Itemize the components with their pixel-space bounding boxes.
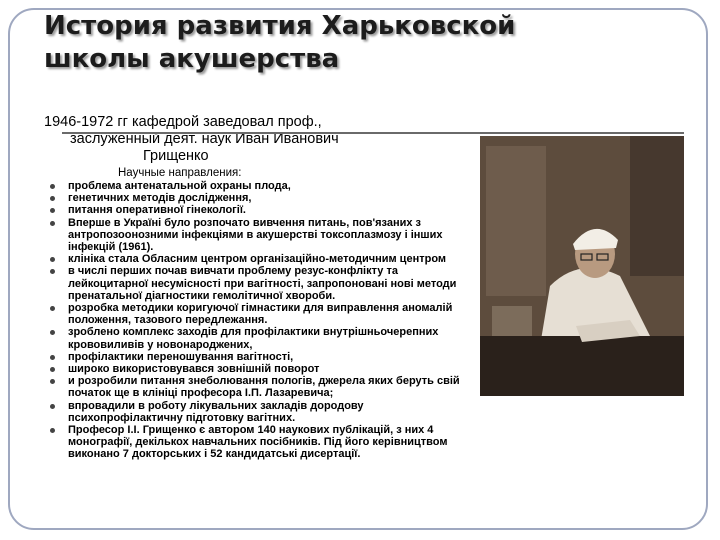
subtitle-line-3: Грищенко [143, 148, 209, 164]
bullet-icon [50, 269, 55, 274]
list-item-text: розробка методики коригуючої гімнастики для виправлення аномалій положення, тазового передлежання. [68, 302, 453, 327]
bullet-icon [50, 428, 55, 433]
list-item [50, 326, 470, 350]
list-item-text: питання оперативної гінекології. [68, 204, 246, 217]
bullet-icon [50, 306, 55, 311]
research-directions-list [50, 180, 470, 461]
bullet-icon [50, 221, 55, 226]
bullet-icon [50, 379, 55, 384]
list-item [50, 424, 470, 461]
list-item-text: в числі перших почав вивчати проблему резус-конфлікту та лейкоцитарної несумісності при вагітності, запропоновані нові методи пренатальної діагностики гемолітичної хвороби. [68, 265, 457, 302]
list-item-text: впровадили в роботу лікувальних закладів дородову психопрофілактичну підготовку вагітних. [68, 399, 364, 424]
bullet-icon [50, 404, 55, 409]
portrait-photo [480, 136, 684, 396]
list-item [50, 302, 470, 326]
list-item [50, 180, 470, 192]
list-item-text: и розробили питання знеболювання пологів, джерела яких беруть свій початок ще в клініці професора І.П. Лазаревича; [68, 375, 460, 400]
title-line-2: школы акушерства [44, 44, 340, 74]
list-item [50, 253, 470, 265]
bullet-icon [50, 257, 55, 262]
list-item-text: зроблено комплекс заходів для профілактики внутрішньочерепних крововиливів у новонароджених, [68, 326, 439, 351]
list-item [50, 363, 470, 375]
bullet-icon [50, 367, 55, 372]
section-heading: Научные направления: [118, 167, 242, 179]
list-item [50, 375, 470, 399]
list-item-text: проблема антенатальной охраны плода, [68, 180, 291, 192]
title-line-1: История развития Харьковской [44, 11, 516, 41]
divider-line [62, 132, 684, 134]
subtitle [44, 114, 464, 165]
subtitle-line-2: заслуженный деят. наук Иван Иванович [70, 131, 339, 147]
list-item-text: профілактики переношування вагітності, [68, 350, 294, 363]
list-item [50, 204, 470, 216]
bullet-icon [50, 355, 55, 360]
list-item-text: Професор І.І. Грищенко є автором 140 наукових публікацій, з них 4 монографії, декількох навчальних посібників. Під його керівництвом виконано 7 докторських і 52 кандидатські дисертації. [68, 424, 448, 461]
list-item [50, 351, 470, 363]
list-item-text: широко використовувався зовнішній поворот [68, 363, 320, 376]
list-item [50, 217, 470, 254]
bullet-icon [50, 208, 55, 213]
bullet-icon [50, 196, 55, 201]
slide-title [44, 10, 644, 76]
list-item [50, 265, 470, 302]
bullet-icon [50, 184, 55, 189]
subtitle-line-1: 1946-1972 гг кафедрой заведовал проф., [44, 114, 322, 130]
list-item-text: генетичних методів дослідження, [68, 192, 252, 205]
list-item [50, 400, 470, 424]
portrait-illustration [480, 136, 684, 396]
bullet-icon [50, 330, 55, 335]
list-item [50, 192, 470, 204]
list-item-text: клініка стала Обласним центром організаційно-методичним центром [68, 253, 447, 266]
list-item-text: Вперше в Україні було розпочато вивчення питань, пов'язаних з антропозоонозними інфекціями в акушерстві токсоплазмозу і інших інфекцій (1961). [68, 216, 443, 254]
